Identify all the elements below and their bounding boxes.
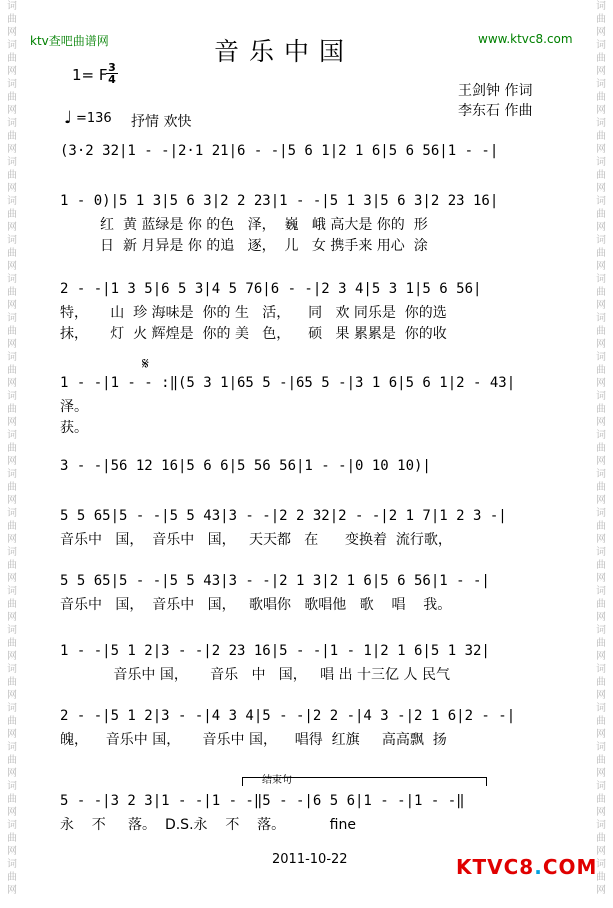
lyric-line: 日 新 月异是 你 的追 逐， 儿 女 携手来 用心 涂 (60, 238, 428, 254)
side-glyph: 网 (7, 690, 17, 701)
notation-line: 2 - -|1 3 5|6 5 3|4 5 76|6 - -|2 3 4|5 3 1|5 6 56| (60, 281, 482, 297)
side-glyph: 曲 (596, 638, 606, 649)
side-glyph: 网 (7, 729, 17, 740)
side-glyph: 词 (7, 235, 17, 246)
side-glyph: 曲 (596, 482, 606, 493)
side-glyph: 网 (7, 651, 17, 662)
site-logo (456, 855, 597, 879)
side-glyph: 词 (7, 157, 17, 168)
notation-line: 1 - -|1 - - :‖(5 3 1|65 5 -|65 5 -|3 1 6|5 6 1|2 - 43| (60, 375, 516, 391)
side-glyph: 词 (7, 40, 17, 51)
side-glyph: 词 (7, 79, 17, 90)
side-glyph: 词 (7, 118, 17, 129)
side-glyph: 词 (7, 703, 17, 714)
side-glyph: 曲 (596, 716, 606, 727)
side-glyph: 曲 (596, 560, 606, 571)
side-glyph: 网 (596, 378, 606, 389)
side-glyph: 曲 (596, 209, 606, 220)
side-glyph: 曲 (7, 560, 17, 571)
side-glyph: 词 (596, 352, 606, 363)
side-glyph: 词 (596, 430, 606, 441)
side-glyph: 词 (596, 586, 606, 597)
side-glyph: 词 (7, 742, 17, 753)
side-glyph: 网 (7, 768, 17, 779)
side-glyph: 曲 (596, 521, 606, 532)
side-glyph: 网 (7, 573, 17, 584)
side-glyph: 网 (596, 495, 606, 506)
side-glyph: 曲 (596, 794, 606, 805)
lyric-line: 魄， 音乐中 国， 音乐中 国， 唱得 红旗 高高飘 扬 (60, 732, 447, 748)
side-glyph: 网 (596, 222, 606, 233)
notation-line: 5 - -|3 2 3|1 - -|1 - -‖5 - -|6 5 6|1 - -|1 - -‖ (60, 793, 465, 809)
side-glyph: 网 (596, 885, 606, 896)
side-glyph: 网 (596, 339, 606, 350)
side-glyph: 曲 (596, 92, 606, 103)
side-glyph: 曲 (596, 599, 606, 610)
side-glyph: 曲 (596, 677, 606, 688)
side-glyph: 词 (7, 430, 17, 441)
side-glyph: 词 (596, 313, 606, 324)
coda-bracket (242, 777, 487, 786)
side-glyph: 词 (596, 547, 606, 558)
side-glyph: 网 (596, 261, 606, 272)
side-glyph: 词 (596, 742, 606, 753)
side-glyph: 词 (7, 859, 17, 870)
side-glyph: 曲 (7, 326, 17, 337)
side-glyph: 曲 (7, 794, 17, 805)
side-glyph: 曲 (596, 404, 606, 415)
side-glyph: 曲 (7, 287, 17, 298)
side-glyph: 曲 (596, 443, 606, 454)
side-glyph: 词 (596, 274, 606, 285)
side-glyph: 词 (596, 508, 606, 519)
side-watermark-right (591, 0, 611, 908)
lyric-line: 音乐中 国， 音乐中 国， 歌唱你 歌唱他 歌 唱 我。 (60, 597, 452, 613)
side-glyph: 词 (7, 313, 17, 324)
side-glyph: 曲 (7, 833, 17, 844)
side-glyph: 词 (7, 664, 17, 675)
lyric-line: 音乐中 国， 音乐中 国， 天天都 在 变换着 流行歌， (60, 532, 452, 548)
side-glyph: 词 (596, 1, 606, 12)
side-glyph: 曲 (596, 170, 606, 181)
time-denominator: 4 (108, 73, 116, 86)
side-glyph: 曲 (7, 755, 17, 766)
side-glyph: 曲 (596, 53, 606, 64)
side-glyph: 词 (596, 703, 606, 714)
side-glyph: 网 (7, 378, 17, 389)
side-glyph: 词 (596, 235, 606, 246)
side-glyph: 网 (596, 66, 606, 77)
logo-text: KTVC8 (456, 855, 535, 879)
side-glyph: 网 (7, 105, 17, 116)
lyric-line: 红 黄 蓝绿是 你 的色 泽， 巍 峨 高大是 你的 形 (60, 217, 428, 233)
site-watermark-right: www.ktvc8.com (478, 32, 573, 46)
quarter-note-icon: ♩ (64, 108, 73, 128)
side-glyph: 曲 (596, 833, 606, 844)
composer-credit: 李东石 作曲 (458, 103, 533, 119)
side-glyph: 网 (596, 417, 606, 428)
side-glyph: 曲 (596, 131, 606, 142)
side-glyph: 曲 (7, 404, 17, 415)
side-glyph: 词 (596, 196, 606, 207)
notation-line: (3·2 32|1 - -|2·1 21|6 - -|5 6 1|2 1 6|5 6 56|1 - -| (60, 143, 499, 159)
side-glyph: 词 (7, 547, 17, 558)
side-glyph: 曲 (596, 248, 606, 259)
logo-suffix: COM (542, 855, 598, 879)
side-glyph: 曲 (596, 872, 606, 883)
side-glyph: 网 (7, 261, 17, 272)
side-glyph: 曲 (596, 755, 606, 766)
notation-line: 5 5 65|5 - -|5 5 43|3 - -|2 1 3|2 1 6|5 6 56|1 - -| (60, 573, 490, 589)
side-glyph: 网 (596, 105, 606, 116)
lyricist-credit: 王剑钟 作词 (458, 83, 533, 99)
side-glyph: 网 (596, 183, 606, 194)
side-glyph: 曲 (596, 14, 606, 25)
side-glyph: 词 (596, 820, 606, 831)
side-glyph: 网 (596, 846, 606, 857)
song-title: 音乐中国 (214, 37, 355, 66)
key-signature: 1= F (72, 66, 108, 84)
side-glyph: 曲 (7, 131, 17, 142)
side-glyph: 词 (596, 118, 606, 129)
side-glyph: 曲 (596, 365, 606, 376)
side-glyph: 曲 (7, 716, 17, 727)
side-glyph: 网 (7, 417, 17, 428)
side-glyph: 词 (7, 508, 17, 519)
side-glyph: 词 (596, 781, 606, 792)
side-glyph: 曲 (7, 248, 17, 259)
side-glyph: 网 (596, 807, 606, 818)
side-glyph: 曲 (7, 482, 17, 493)
expression-marking: 抒情 欢快 (131, 114, 192, 130)
side-glyph: 网 (7, 300, 17, 311)
side-glyph: 曲 (7, 14, 17, 25)
side-glyph: 词 (7, 586, 17, 597)
side-glyph: 曲 (7, 92, 17, 103)
side-glyph: 词 (596, 469, 606, 480)
time-numerator: 3 (106, 62, 118, 74)
side-glyph: 词 (7, 1, 17, 12)
side-glyph: 词 (596, 79, 606, 90)
lyric-line: 特， 山 珍 海味是 你的 生 活， 同 欢 同乐是 你的选 (60, 305, 447, 321)
side-glyph: 曲 (7, 365, 17, 376)
logo-dot: . (534, 855, 543, 879)
tempo-value: =136 (76, 111, 112, 126)
side-glyph: 曲 (7, 443, 17, 454)
side-glyph: 词 (7, 820, 17, 831)
side-glyph: 网 (596, 612, 606, 623)
lyric-line: 获。 (60, 420, 88, 436)
side-glyph: 网 (7, 807, 17, 818)
side-glyph: 词 (7, 625, 17, 636)
side-glyph: 网 (7, 339, 17, 350)
notation-line: 1 - -|5 1 2|3 - -|2 23 16|5 - -|1 - 1|2 1 6|5 1 32| (60, 643, 490, 659)
side-glyph: 网 (596, 144, 606, 155)
side-glyph: 词 (596, 625, 606, 636)
side-glyph: 网 (7, 534, 17, 545)
side-glyph: 曲 (596, 326, 606, 337)
side-glyph: 词 (596, 859, 606, 870)
side-glyph: 曲 (7, 209, 17, 220)
side-glyph: 词 (7, 352, 17, 363)
side-glyph: 词 (596, 664, 606, 675)
side-glyph: 网 (596, 534, 606, 545)
side-glyph: 曲 (7, 677, 17, 688)
site-watermark-left: ktv查吧曲谱网 (30, 34, 109, 48)
notation-line: 3 - -|56 12 16|5 6 6|5 56 56|1 - -|0 10 10)| (60, 458, 431, 474)
coda-label: 结束句 (262, 775, 292, 786)
date-stamp: 2011-10-22 (272, 852, 348, 867)
side-glyph: 网 (596, 690, 606, 701)
lyric-line: 抹， 灯 火 辉煌是 你的 美 色， 硕 果 累累是 你的收 (60, 326, 447, 342)
side-glyph: 网 (596, 27, 606, 38)
side-glyph: 网 (7, 612, 17, 623)
side-glyph: 网 (7, 222, 17, 233)
notation-line: 1 - 0)|5 1 3|5 6 3|2 2 23|1 - -|5 1 3|5 6 3|2 23 16| (60, 193, 499, 209)
side-glyph: 网 (7, 144, 17, 155)
side-glyph: 曲 (7, 638, 17, 649)
side-glyph: 词 (7, 274, 17, 285)
time-signature (106, 62, 118, 85)
side-glyph: 词 (596, 391, 606, 402)
side-glyph: 词 (7, 391, 17, 402)
side-glyph: 词 (7, 469, 17, 480)
side-glyph: 网 (7, 456, 17, 467)
notation-line: 2 - -|5 1 2|3 - -|4 3 4|5 - -|2 2 -|4 3 -|2 1 6|2 - -| (60, 708, 516, 724)
segno-icon: 𝄋 (142, 354, 149, 373)
notation-line: 5 5 65|5 - -|5 5 43|3 - -|2 2 32|2 - -|2 1 7|1 2 3 -| (60, 508, 507, 524)
side-glyph: 曲 (7, 521, 17, 532)
side-watermark-left (2, 0, 22, 908)
side-glyph: 曲 (7, 872, 17, 883)
side-glyph: 词 (596, 157, 606, 168)
lyric-line: 音乐中 国， 音乐 中 国， 唱 出 十三亿 人 民气 (60, 667, 450, 683)
side-glyph: 曲 (7, 53, 17, 64)
side-glyph: 网 (7, 183, 17, 194)
side-glyph: 网 (7, 27, 17, 38)
side-glyph: 网 (7, 885, 17, 896)
side-glyph: 词 (596, 40, 606, 51)
side-glyph: 网 (596, 573, 606, 584)
side-glyph: 网 (596, 300, 606, 311)
side-glyph: 网 (596, 768, 606, 779)
side-glyph: 网 (7, 495, 17, 506)
side-glyph: 网 (596, 651, 606, 662)
side-glyph: 网 (7, 66, 17, 77)
side-glyph: 网 (7, 846, 17, 857)
side-glyph: 网 (596, 729, 606, 740)
side-glyph: 曲 (596, 287, 606, 298)
side-glyph: 曲 (7, 170, 17, 181)
lyric-line: 永 不 落。 D.S.永 不 落。 fine (60, 817, 356, 833)
side-glyph: 词 (7, 781, 17, 792)
lyric-line: 泽。 (60, 399, 88, 415)
side-glyph: 曲 (7, 599, 17, 610)
side-glyph: 网 (596, 456, 606, 467)
side-glyph: 词 (7, 196, 17, 207)
